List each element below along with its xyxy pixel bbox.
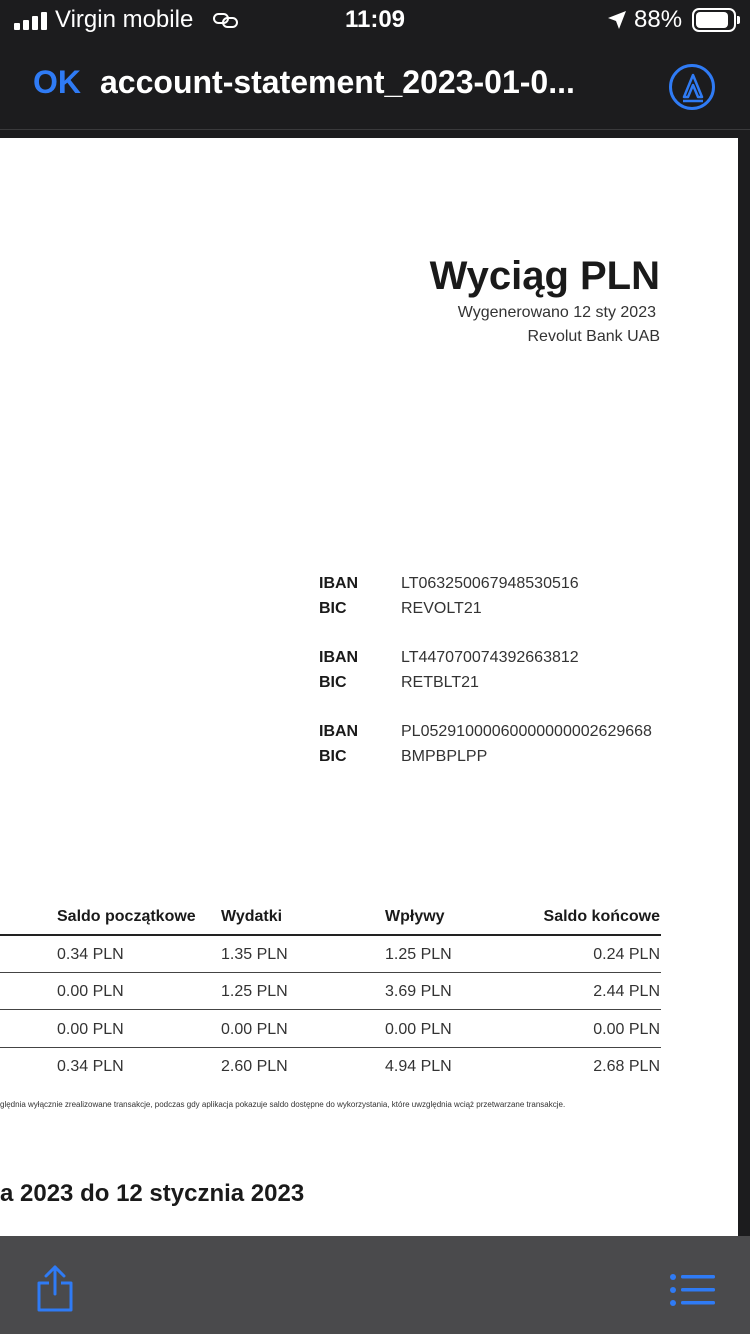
share-icon — [35, 1264, 75, 1312]
table-cell: 0.00 PLN — [57, 983, 124, 1000]
nav-bar — [0, 40, 750, 130]
table-cell: 2.44 PLN — [593, 983, 660, 1000]
markup-button[interactable] — [669, 64, 715, 110]
table-cell: 1.25 PLN — [221, 983, 288, 1000]
document-page[interactable] — [0, 138, 738, 1236]
list-icon — [670, 1274, 716, 1306]
bic-label: BIC — [319, 600, 347, 617]
markup-pen-icon — [680, 73, 706, 103]
status-bar — [0, 0, 750, 40]
bic-label: BIC — [319, 674, 347, 691]
iban-label: IBAN — [319, 649, 359, 666]
iban-value: LT447070074392663812 — [401, 649, 579, 666]
table-cell: 0.00 PLN — [221, 1021, 288, 1038]
table-cell: 4.94 PLN — [385, 1058, 452, 1075]
battery-icon — [692, 8, 736, 32]
location-arrow-icon — [606, 9, 628, 31]
table-header-opening-balance: Saldo początkowe — [57, 908, 196, 925]
iban-label: IBAN — [319, 575, 359, 592]
balance-footnote: ględnia wyłącznie zrealizowane transakcje, podczas gdy aplikacja pokazuje saldo dostępne do wykorzystania, które uwzględnia wciąż przetwarzane transakcje. — [0, 1100, 566, 1109]
table-divider — [0, 934, 661, 936]
bank-name: Revolut Bank UAB — [527, 328, 660, 345]
bottom-toolbar — [0, 1236, 750, 1334]
table-header-expenses: Wydatki — [221, 908, 283, 925]
table-header-closing-balance: Saldo końcowe — [543, 908, 660, 925]
bic-value: REVOLT21 — [401, 600, 482, 617]
table-cell: 0.00 PLN — [57, 1021, 124, 1038]
table-cell: 1.25 PLN — [385, 946, 452, 963]
iban-value: PL05291000060000000002629668 — [401, 723, 652, 740]
iban-value: LT063250067948530516 — [401, 575, 579, 592]
table-cell: 2.68 PLN — [593, 1058, 660, 1075]
table-divider — [0, 1047, 661, 1048]
bic-value: BMPBPLPP — [401, 748, 488, 765]
bic-value: RETBLT21 — [401, 674, 479, 691]
statement-title: Wyciąg PLN — [429, 254, 660, 298]
table-cell: 0.00 PLN — [385, 1021, 452, 1038]
table-divider — [0, 1009, 661, 1010]
table-cell: 0.24 PLN — [593, 946, 660, 963]
table-cell: 0.34 PLN — [57, 1058, 124, 1075]
statement-period: a 2023 do 12 stycznia 2023 — [0, 1180, 305, 1207]
share-button[interactable] — [35, 1264, 75, 1317]
ok-button[interactable]: OK — [33, 64, 81, 100]
table-cell: 1.35 PLN — [221, 946, 288, 963]
table-header-income: Wpływy — [385, 908, 445, 925]
clock: 11:09 — [344, 6, 406, 33]
carrier-name: Virgin mobile — [55, 6, 194, 33]
table-divider — [0, 972, 661, 973]
list-button[interactable] — [670, 1274, 716, 1311]
document-title: account-statement_2023-01-0... — [100, 64, 575, 100]
table-cell: 0.00 PLN — [593, 1021, 660, 1038]
iban-label: IBAN — [319, 723, 359, 740]
generated-date: Wygenerowano 12 sty 2023 — [457, 304, 656, 321]
table-cell: 3.69 PLN — [385, 983, 452, 1000]
page-edge — [738, 131, 750, 1236]
table-cell: 0.34 PLN — [57, 946, 124, 963]
bic-label: BIC — [319, 748, 347, 765]
battery-percentage: 88% — [634, 6, 683, 33]
table-cell: 2.60 PLN — [221, 1058, 288, 1075]
